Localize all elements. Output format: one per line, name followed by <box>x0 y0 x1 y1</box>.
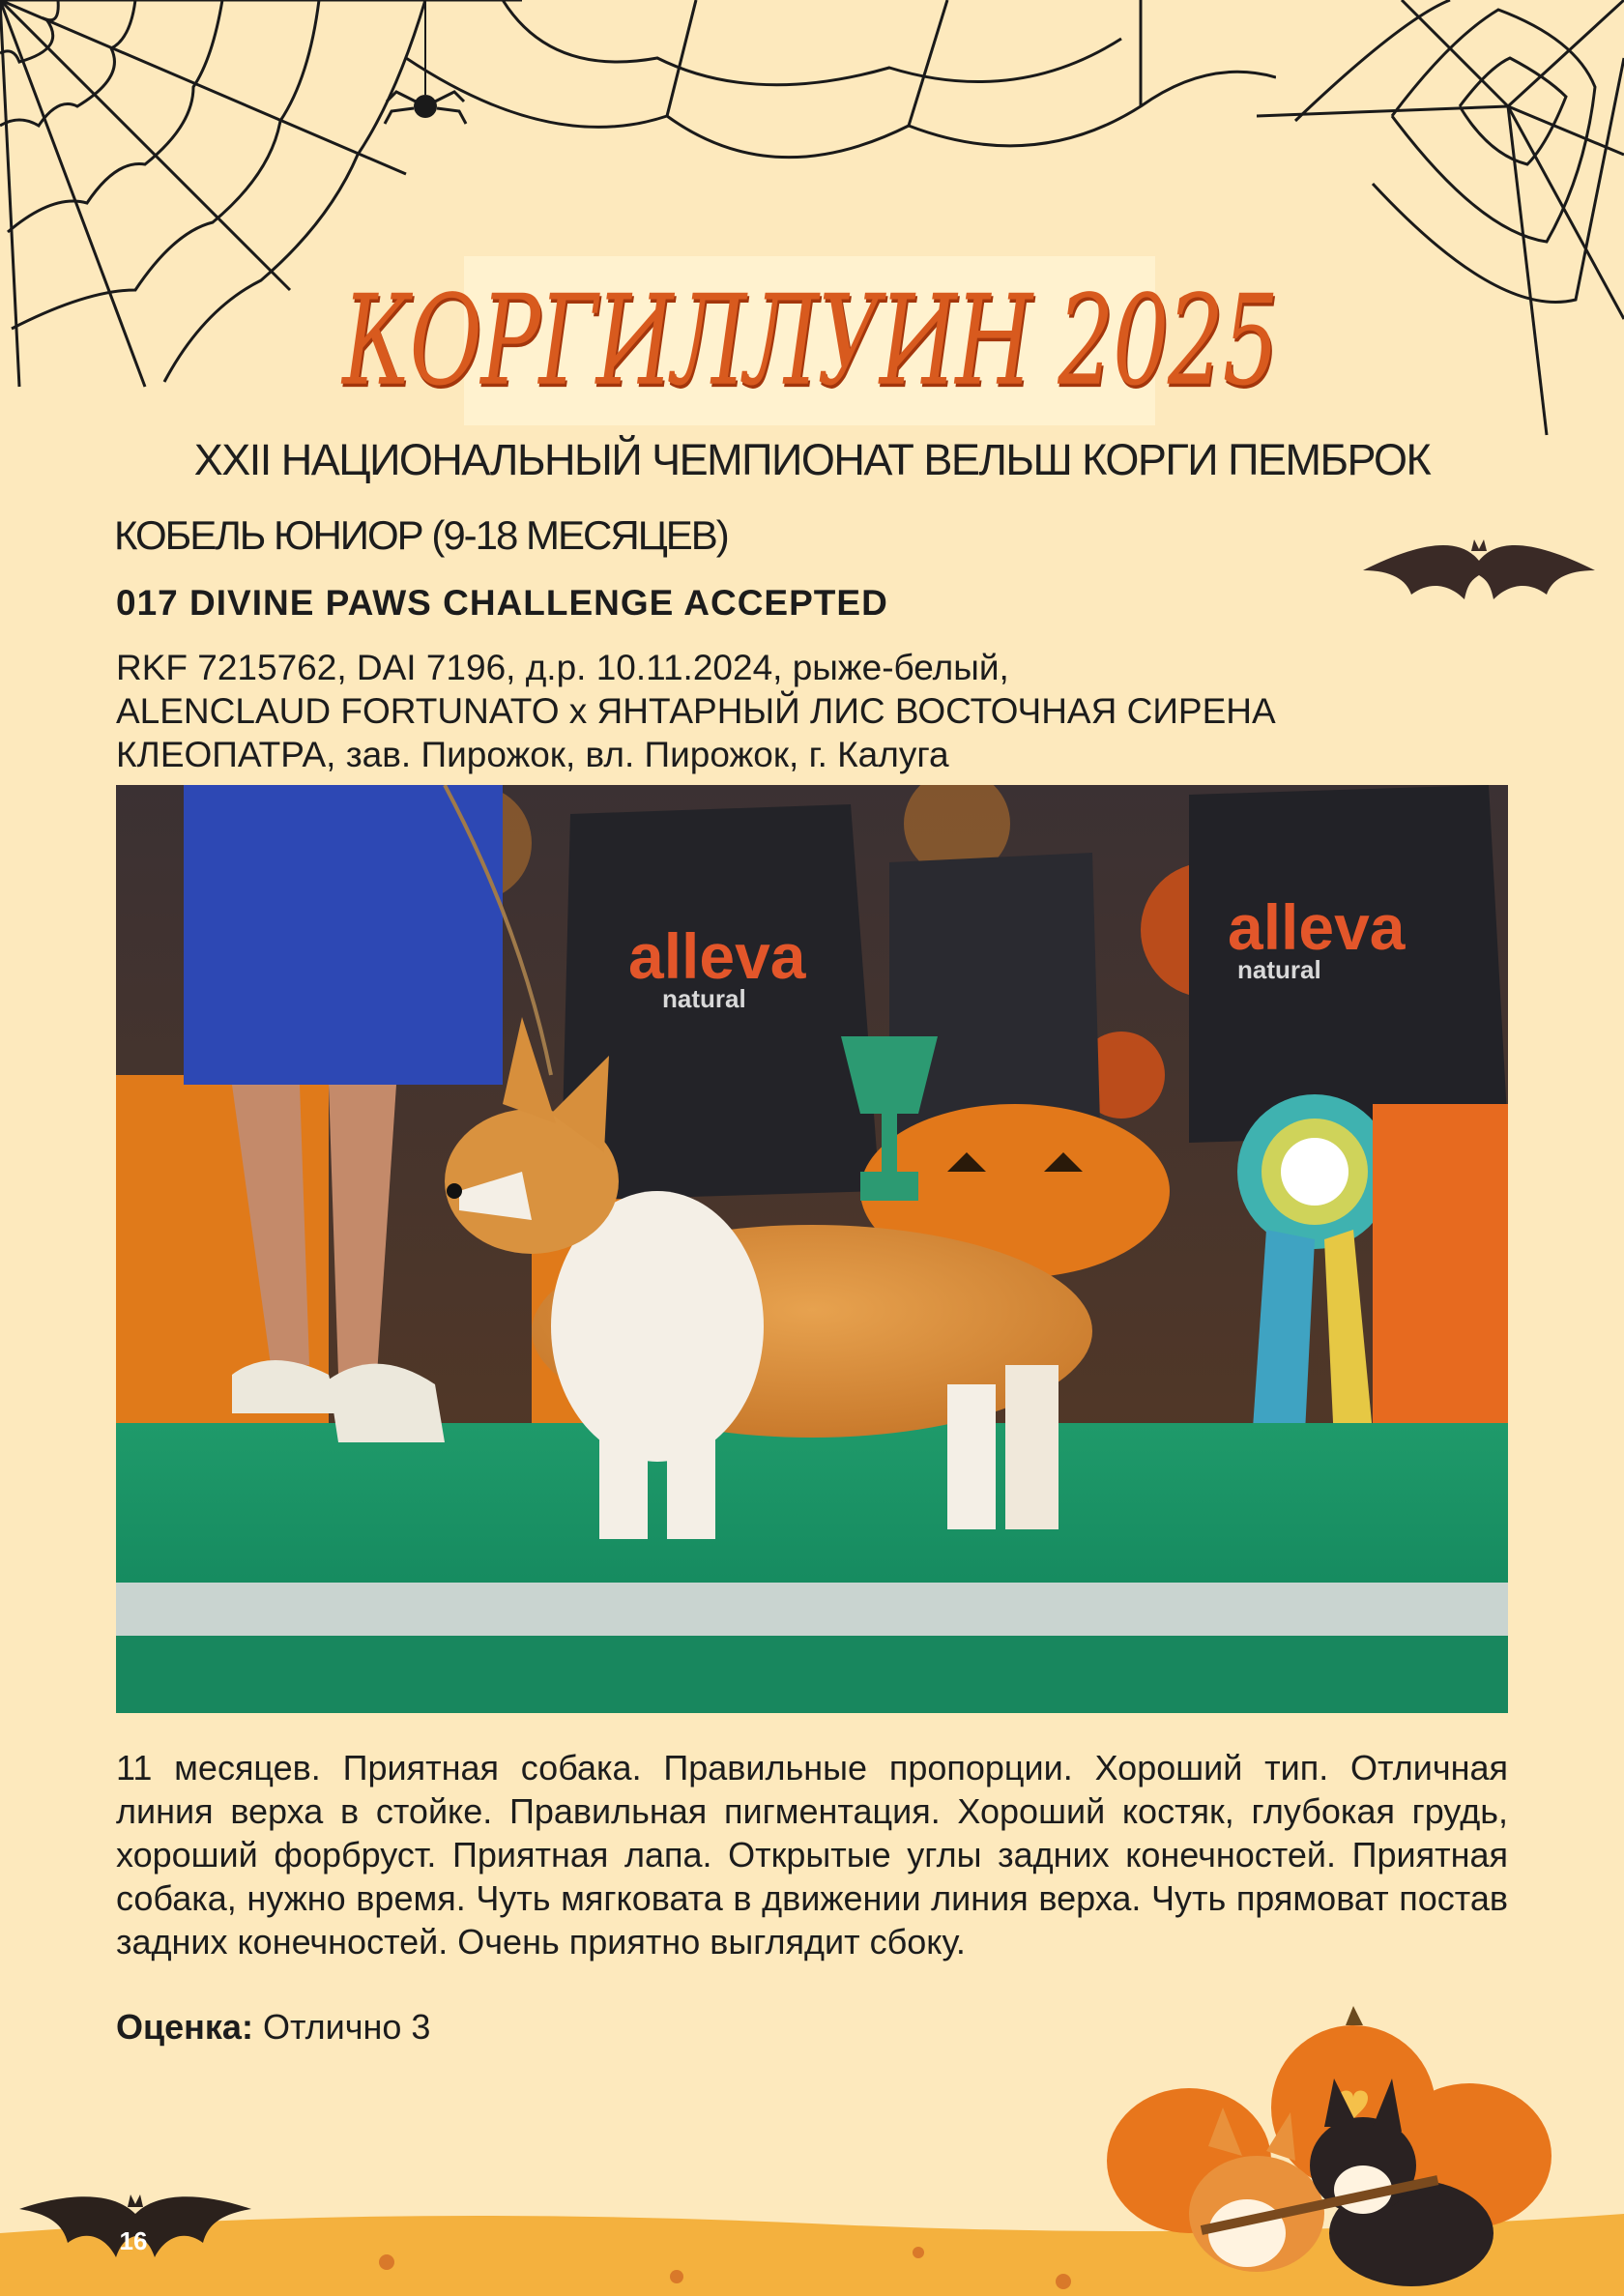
info-line: КЛЕОПАТРА, зав. Пирожок, вл. Пирожок, г. Калуга <box>116 735 949 774</box>
svg-text:alleva: alleva <box>628 920 806 992</box>
food-bag-left <box>561 804 880 1201</box>
food-bag-right <box>1189 785 1508 1143</box>
svg-text:alleva: alleva <box>1228 891 1406 963</box>
rating-value: Отлично 3 <box>252 2007 431 2047</box>
event-logo-title: КОРГИЛЛУИН 2025 <box>341 268 1278 414</box>
spider-web-right <box>1257 0 1624 445</box>
svg-text:natural: natural <box>662 984 746 1013</box>
class-label: КОБЕЛЬ ЮНИОР (9-18 МЕСЯЦЕВ) <box>114 512 728 558</box>
entry-pedigree-info <box>116 646 1469 776</box>
rating-label: Оценка: <box>116 2007 253 2047</box>
championship-subtitle: XXII НАЦИОНАЛЬНЫЙ ЧЕМПИОНАТ ВЕЛЬШ КОРГИ ПЕМБРОК <box>193 435 1431 484</box>
info-line: ALENCLAUD FORTUNATO x ЯНТАРНЫЙ ЛИС ВОСТОЧНАЯ СИРЕНА <box>116 691 1276 731</box>
event-logo-box <box>341 256 1278 425</box>
entry-title: 017 DIVINE PAWS CHALLENGE ACCEPTED <box>116 583 888 623</box>
spider-web-middle <box>406 0 1276 222</box>
svg-text:natural: natural <box>1237 955 1321 984</box>
rating <box>116 2007 430 2048</box>
pumpkins-and-corgis-illustration <box>1083 2001 1624 2296</box>
bat-icon <box>1353 503 1605 619</box>
info-line: RKF 7215762, DAI 7196, д.р. 10.11.2024, рыже-белый, <box>116 648 1009 687</box>
judge-critique: 11 месяцев. Приятная собака. Правильные пропорции. Хороший тип. Отличная линия верха в стойке. Правильная пигментация. Хороший костяк, глубокая грудь, хороший форбруст. Приятная лапа. Открытые углы задних конечностей. Приятная собака, нужно время. Чуть мягковата в движении линия верха. Чуть прямоват постав задних конечностей. Очень приятно выглядит сбоку. <box>116 1748 1508 1962</box>
dog-show-photo <box>116 785 1508 1713</box>
page-number: 16 <box>119 2226 148 2255</box>
